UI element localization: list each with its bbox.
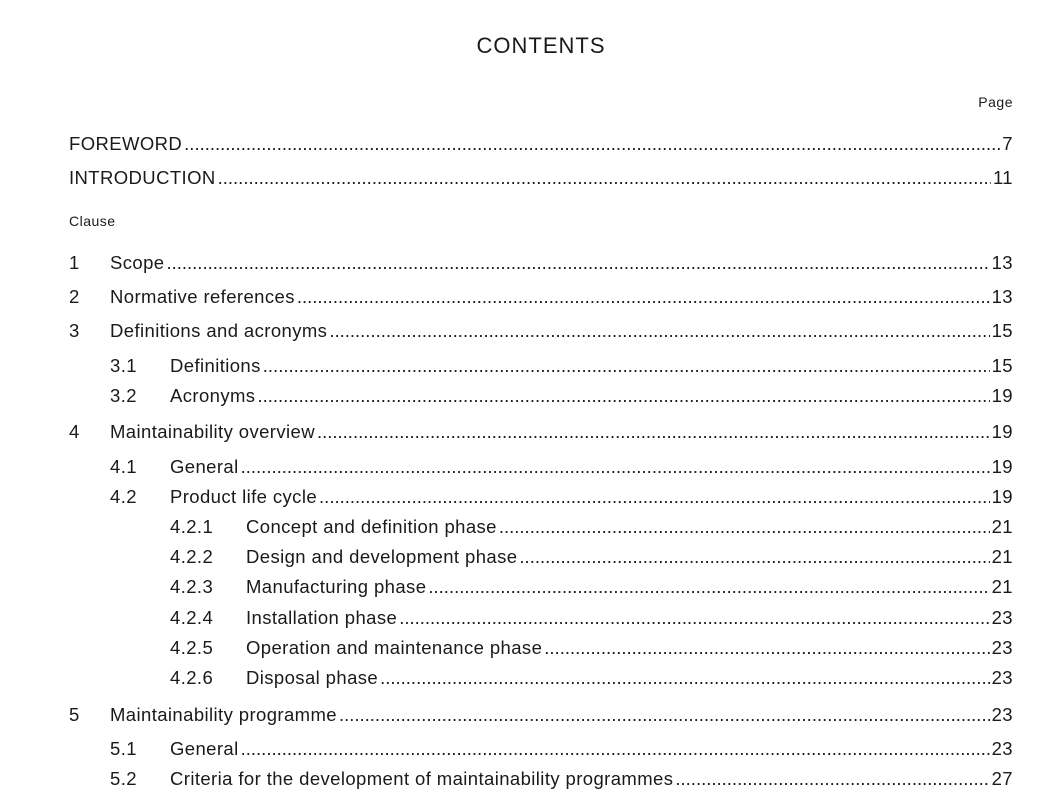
leader-dots — [499, 516, 990, 538]
toc-entry-label: General — [170, 456, 239, 477]
toc-entry-label: INTRODUCTION — [69, 167, 216, 188]
toc-entry-label: FOREWORD — [69, 133, 183, 154]
toc-entry-page: 21 — [991, 516, 1013, 537]
toc-entry-page: 23 — [991, 637, 1013, 658]
toc-entry-definitions[interactable] — [110, 355, 1013, 379]
toc-entry-page: 27 — [991, 768, 1013, 789]
toc-entry-maintainability-overview[interactable] — [69, 421, 1013, 445]
toc-entry-definitions-and-acronyms[interactable] — [69, 320, 1013, 344]
toc-entry-number: 4.2.1 — [170, 516, 214, 537]
toc-entry-label: Product life cycle — [170, 486, 318, 507]
page-column-label: Page — [978, 94, 1013, 110]
toc-entry-page: 13 — [991, 252, 1013, 273]
toc-entry-normative-references[interactable] — [69, 286, 1013, 310]
toc-entry-label: Design and development phase — [246, 546, 518, 567]
toc-entry-number: 2 — [69, 286, 80, 307]
toc-entry-label: Disposal phase — [246, 667, 379, 688]
toc-entry-concept-and-definition-phase[interactable] — [170, 516, 1013, 540]
toc-entry-general[interactable] — [110, 456, 1013, 480]
clause-label: Clause — [69, 213, 116, 229]
toc-entry-label: General — [170, 738, 239, 759]
toc-entry-page: 23 — [991, 607, 1013, 628]
toc-entry-number: 5 — [69, 704, 80, 725]
toc-entry-number: 4.2.6 — [170, 667, 214, 688]
toc-entry-label: Normative references — [110, 286, 295, 307]
toc-entry-page: 19 — [991, 486, 1013, 507]
leader-dots — [218, 167, 991, 189]
toc-entry-acronyms[interactable] — [110, 385, 1013, 409]
leader-dots — [297, 286, 990, 308]
toc-entry-page: 23 — [991, 704, 1013, 725]
leader-dots — [184, 133, 1000, 155]
leader-dots — [675, 768, 989, 790]
leader-dots — [339, 704, 990, 726]
toc-entry-page: 15 — [991, 355, 1013, 376]
toc-entry-maintainability-programme[interactable] — [69, 704, 1013, 728]
leader-dots — [544, 637, 989, 659]
toc-entry-number: 3.1 — [110, 355, 137, 376]
toc-entry-label: Definitions — [170, 355, 261, 376]
toc-entry-number: 4.2.3 — [170, 576, 214, 597]
toc-entry-label: Acronyms — [170, 385, 256, 406]
toc-entry-number: 4.2 — [110, 486, 137, 507]
toc-entry-page: 21 — [991, 576, 1013, 597]
toc-entry-label: Manufacturing phase — [246, 576, 427, 597]
toc-entry-number: 4 — [69, 421, 80, 442]
toc-entry-page: 23 — [991, 738, 1013, 759]
toc-entry-number: 4.2.4 — [170, 607, 214, 628]
toc-entry-number: 5.1 — [110, 738, 137, 759]
toc-entry-product-life-cycle[interactable] — [110, 486, 1013, 510]
toc-entry-label: Definitions and acronyms — [110, 320, 328, 341]
toc-entry-label: Operation and maintenance phase — [246, 637, 543, 658]
toc-entry-page: 19 — [991, 385, 1013, 406]
toc-entry-number: 4.2.5 — [170, 637, 214, 658]
toc-entry-number: 3 — [69, 320, 80, 341]
toc-entry-operation-and-maintenance-phase[interactable] — [170, 637, 1013, 661]
leader-dots — [329, 320, 989, 342]
toc-entry-page: 19 — [991, 421, 1013, 442]
toc-entry-number: 3.2 — [110, 385, 137, 406]
leader-dots — [380, 667, 990, 689]
toc-entry-disposal-phase[interactable] — [170, 667, 1013, 691]
leader-dots — [241, 456, 990, 478]
toc-entry-page: 7 — [1002, 133, 1013, 154]
leader-dots — [263, 355, 990, 377]
leader-dots — [399, 607, 989, 629]
toc-entry-design-and-development-phase[interactable] — [170, 546, 1013, 570]
leader-dots — [317, 421, 990, 443]
toc-entry-page: 15 — [991, 320, 1013, 341]
toc-entry-general-5-1[interactable] — [110, 738, 1013, 762]
toc-entry-label: Maintainability overview — [110, 421, 315, 442]
toc-entry-foreword[interactable] — [69, 133, 1013, 157]
toc-entry-scope[interactable] — [69, 252, 1013, 276]
toc-entry-page: 21 — [991, 546, 1013, 567]
toc-entry-label: Concept and definition phase — [246, 516, 497, 537]
leader-dots — [166, 252, 989, 274]
toc-entry-page: 11 — [992, 167, 1013, 188]
leader-dots — [428, 576, 989, 598]
leader-dots — [519, 546, 989, 568]
toc-entry-number: 4.1 — [110, 456, 137, 477]
leader-dots — [319, 486, 990, 508]
toc-entry-number: 5.2 — [110, 768, 137, 789]
toc-entry-installation-phase[interactable] — [170, 607, 1013, 631]
toc-entry-number: 1 — [69, 252, 80, 273]
toc-entry-number: 4.2.2 — [170, 546, 214, 567]
toc-entry-manufacturing-phase[interactable] — [170, 576, 1013, 600]
toc-entry-introduction[interactable] — [69, 167, 1013, 191]
toc-entry-label: Installation phase — [246, 607, 398, 628]
leader-dots — [241, 738, 990, 760]
toc-title: CONTENTS — [476, 33, 606, 58]
toc-entry-page: 19 — [991, 456, 1013, 477]
toc-entry-label: Maintainability programme — [110, 704, 337, 725]
leader-dots — [257, 385, 989, 407]
toc-entry-label: Criteria for the development of maintainability programmes — [170, 768, 674, 789]
toc-entry-page: 23 — [991, 667, 1013, 688]
toc-entry-criteria-for-development[interactable] — [110, 768, 1013, 792]
toc-entry-page: 13 — [991, 286, 1013, 307]
toc-entry-label: Scope — [110, 252, 165, 273]
